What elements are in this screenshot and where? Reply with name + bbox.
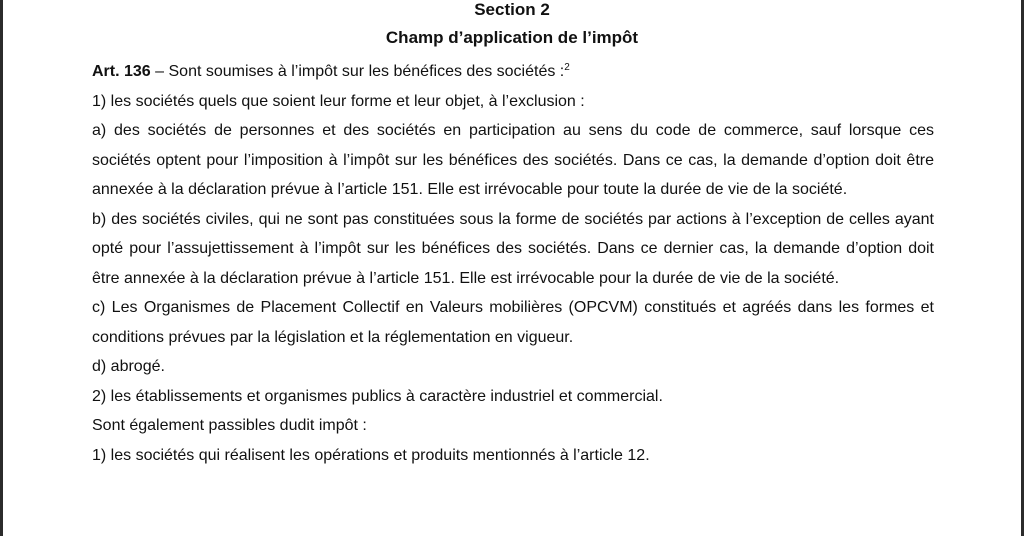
paragraph-c: c) Les Organismes de Placement Collectif en Valeurs mobilières (OPCVM) constitués et agréés dans les formes et conditions prévues par la législation et la réglementation en vigueur. [92,299,934,346]
paragraph-2: 2) les établissements et organismes publics à caractère industriel et commercial. [92,387,663,405]
paragraph-d: d) abrogé. [92,358,165,375]
article-intro-text: – Sont soumises à l’impôt sur les bénéfices des sociétés : [150,63,565,80]
paragraph-1: 1) les sociétés quels que soient leur forme et leur objet, à l’exclusion : [92,92,585,110]
article-label: Art. 136 [92,63,151,80]
paragraph-a: a) des sociétés de personnes et des sociétés en participation au sens du code de commerce, sauf lorsque ces sociétés optent pour l’imposition à l’impôt sur les bénéfices des sociétés. Dans ce cas, la demande d’option doit être annexée à la déclaration prévue à l’article 151. Elle est irrévocable pour toute la durée de vie de la société. [92,122,934,198]
paragraph-also-1: 1) les sociétés qui réalisent les opérations et produits mentionnés à l’article 12. [92,446,650,464]
section-title: Section 2 [474,0,550,19]
footnote-reference[interactable]: 2 [564,62,570,73]
section-subtitle: Champ d’application de l’impôt [385,28,639,47]
article-body [92,57,934,470]
paragraph-also: Sont également passibles dudit impôt : [92,417,367,434]
article-intro [92,57,934,87]
page-left-border [0,0,3,536]
paragraph-b: b) des sociétés civiles, qui ne sont pas constituées sous la forme de sociétés par actions à l’exception de celles ayant opté pour l’assujettissement à l’impôt sur les bénéfices des sociétés. Dans ce dernier cas, la demande d’option doit être annexée à la déclaration prévue à l’article 151. Elle est irrévocable pour la durée de vie de la société. [92,210,934,287]
